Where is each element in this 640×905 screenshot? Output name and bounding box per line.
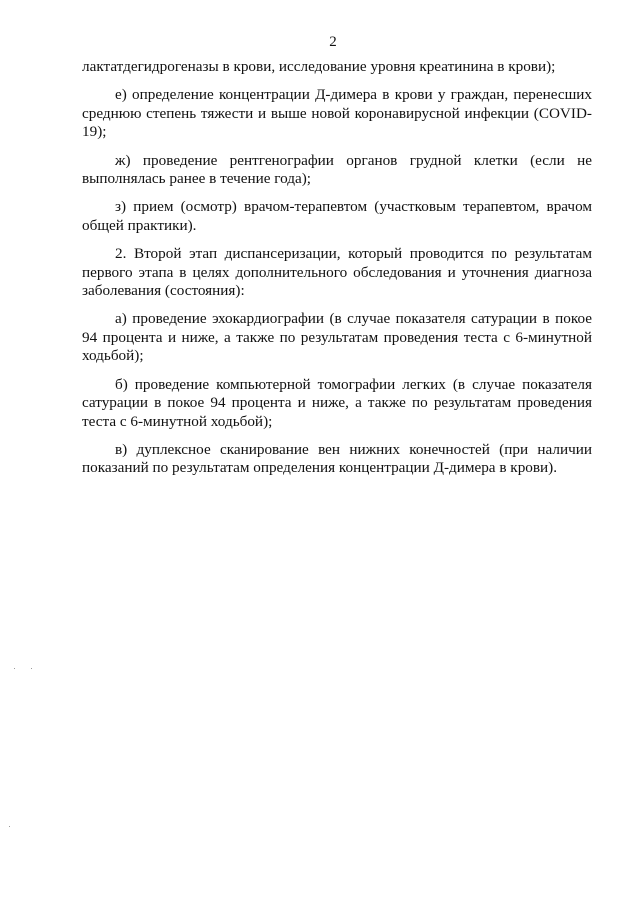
scan-speck bbox=[14, 668, 15, 669]
document-body bbox=[82, 58, 592, 488]
paragraph-item-a: а) проведение эхокардиографии (в случае показателя сатурации в покое 94 процента и ниже, а также по результатам проведения теста с 6-минутной ходьбой); bbox=[82, 310, 592, 365]
scan-speck bbox=[9, 826, 10, 827]
paragraph-item-z: з) прием (осмотр) врачом-терапевтом (участковым терапевтом, врачом общей практики). bbox=[82, 198, 592, 234]
paragraph-item-zh: ж) проведение рентгенографии органов грудной клетки (если не выполнялась ранее в течение года); bbox=[82, 151, 592, 188]
paragraph-item-b: б) проведение компьютерной томографии легких (в случае показателя сатурации в покое 94 процента и ниже, а также по результатам проведения теста с 6-минутной ходьбой); bbox=[82, 375, 592, 430]
page-number: 2 bbox=[329, 34, 337, 50]
paragraph-continuation: лактатдегидрогеназы в крови, исследование уровня креатинина в крови); bbox=[82, 58, 556, 75]
paragraph-second-stage: 2. Второй этап диспансеризации, который проводится по результатам первого этапа в целях дополнительного обследования и уточнения диагноза заболевания (состояния): bbox=[82, 245, 592, 300]
paragraph-item-v: в) дуплексное сканирование вен нижних конечностей (при наличии показаний по результатам определения концентрации Д-димера в крови). bbox=[82, 440, 592, 477]
paragraph-item-e: е) определение концентрации Д-димера в крови у граждан, перенесших среднюю степень тяжести и выше новой коронавирусной инфекции (COVID-19); bbox=[82, 86, 592, 141]
scan-speck bbox=[31, 668, 32, 669]
